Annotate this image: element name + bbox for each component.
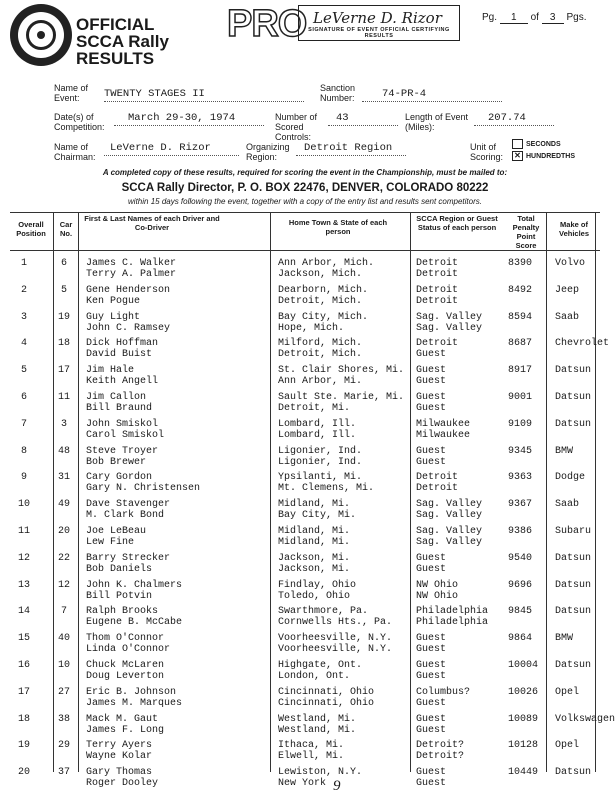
vehicle-make: Datsun [555, 552, 592, 564]
position-cell: 3 [20, 311, 27, 323]
driver-name: Gary Thomas [86, 767, 153, 779]
car-number-cell: 38 [57, 713, 70, 725]
codriver-hometown: Midland, Mi. [278, 537, 351, 548]
vehicle-make: Datsun [555, 606, 592, 618]
handwritten-page-number: 9 [333, 778, 341, 794]
driver-region: Detroit? [416, 740, 465, 752]
length-value: 207.74 [474, 112, 554, 126]
mailing-address: SCCA Rally Director, P. O. BOX 22476, DENVER, COLORADO 80222 [121, 182, 489, 194]
table-row [10, 338, 610, 362]
car-number-cell: 29 [57, 740, 70, 752]
car-number-cell: 6 [60, 258, 67, 269]
codriver-name: James M. Marques [86, 697, 183, 709]
codriver-region: Guest [416, 376, 447, 388]
table-row [10, 633, 600, 657]
vehicle-make: Datsun [555, 660, 592, 671]
codriver-name: Gary N. Christensen [86, 483, 201, 495]
car-number-cell: 40 [57, 633, 70, 645]
driver-hometown: Milford, Mich. [278, 338, 363, 350]
penalty-score: 9345 [508, 445, 533, 457]
position-cell: 2 [20, 284, 27, 296]
vehicle-make: Volvo [555, 258, 586, 269]
table-row [10, 580, 600, 604]
driver-hometown: Ypsilanti, Mi. [278, 472, 363, 484]
length-label: Length of Event (Miles): [405, 112, 469, 132]
title-official: OFFICIAL [76, 15, 155, 34]
position-cell: 9 [20, 472, 27, 484]
codriver-hometown: Elwell, Mi. [278, 751, 345, 763]
driver-hometown: Findlay, Ohio [278, 579, 357, 591]
codriver-name: Carol Smiskol [86, 429, 165, 441]
page-counter [482, 12, 587, 24]
driver-hometown: Highgate, Ont. [278, 660, 363, 671]
signature-box [298, 5, 460, 41]
codriver-hometown: Westland, Mi. [278, 724, 357, 736]
driver-region: Detroit [416, 258, 459, 269]
car-number-cell: 18 [57, 338, 70, 350]
driver-hometown: Dearborn, Mich. [278, 284, 369, 296]
codriver-name: Doug Leverton [86, 671, 165, 682]
position-cell: 15 [17, 633, 30, 645]
driver-name: Steve Troyer [86, 445, 159, 457]
driver-region: Detroit [416, 472, 459, 484]
controls-value: 43 [328, 112, 398, 126]
vehicle-make: Chevrolet [555, 338, 610, 350]
driver-hometown: Ann Arbor, Mich. [278, 258, 375, 269]
pg-total: 3 [542, 12, 564, 24]
driver-name: John Smiskol [86, 418, 159, 430]
table-row [10, 365, 600, 389]
codriver-name: Lew Fine [86, 537, 135, 548]
table-row [10, 553, 600, 577]
driver-region: Guest [416, 660, 447, 671]
codriver-hometown: Mt. Clemens, Mi. [278, 483, 375, 495]
position-cell: 11 [17, 526, 30, 537]
driver-hometown: Midland, Mi. [278, 499, 351, 511]
penalty-score: 9001 [508, 392, 533, 403]
codriver-hometown: Jackson, Mich. [278, 269, 363, 280]
position-cell: 1 [20, 258, 27, 269]
codriver-name: Bob Brewer [86, 456, 147, 468]
codriver-region: Detroit? [416, 751, 465, 763]
position-cell: 7 [20, 418, 27, 430]
driver-region: Guest [416, 365, 447, 377]
car-number-cell: 19 [57, 311, 70, 323]
position-cell: 18 [17, 713, 30, 725]
driver-region: Philadelphia [416, 606, 489, 618]
title-scca-rally: SCCA Rally [76, 32, 169, 51]
table-row [10, 526, 600, 550]
penalty-score: 9386 [508, 526, 533, 537]
car-number-cell: 22 [57, 552, 70, 564]
driver-region: Guest [416, 552, 447, 564]
title-results: RESULTS [76, 49, 155, 68]
codriver-hometown: Detroit, Mich. [278, 295, 363, 307]
table-row [10, 687, 600, 711]
hundredths-checkbox-checked: ✕ [512, 151, 523, 161]
of-label: of [530, 12, 539, 23]
driver-name: Jim Hale [86, 365, 135, 377]
codriver-name: Terry A. Palmer [86, 269, 177, 280]
header-make: Make of Vehicles [558, 220, 590, 238]
codriver-hometown: Toledo, Ohio [278, 590, 351, 602]
penalty-score: 9864 [508, 633, 533, 645]
car-number-cell: 49 [57, 499, 70, 511]
header-score: Total Penalty Point Score [512, 214, 540, 250]
table-row [10, 740, 600, 764]
controls-label: Number of Scored Controls: [275, 112, 318, 142]
position-cell: 16 [17, 660, 30, 671]
driver-region: Guest [416, 633, 447, 645]
codriver-name: Eugene B. McCabe [86, 617, 183, 629]
codriver-hometown: Lombard, Ill. [278, 429, 357, 441]
sanction-value: 74-PR-4 [362, 88, 502, 102]
driver-name: Gene Henderson [86, 284, 171, 296]
position-cell: 19 [17, 740, 30, 752]
codriver-hometown: London, Ont. [278, 671, 351, 682]
codriver-hometown: Jackson, Mi. [278, 563, 351, 575]
pg-number: 1 [500, 12, 528, 24]
codriver-name: James F. Long [86, 724, 165, 736]
driver-name: Mack M. Gaut [86, 713, 159, 725]
vehicle-make: Datsun [555, 392, 592, 403]
codriver-region: Guest [416, 403, 447, 414]
codriver-region: Guest [416, 456, 447, 468]
penalty-score: 10026 [508, 686, 539, 698]
penalty-score: 8492 [508, 284, 533, 296]
car-number-cell: 27 [57, 686, 70, 698]
driver-region: Sag. Valley [416, 499, 483, 511]
codriver-region: Guest [416, 778, 447, 790]
header-car: Car No. [59, 220, 73, 238]
penalty-score: 8687 [508, 338, 533, 350]
driver-region: Guest [416, 713, 447, 725]
vehicle-make: Saab [555, 499, 580, 511]
position-cell: 17 [17, 686, 30, 698]
pg-label: Pg. [482, 12, 498, 23]
codriver-name: Keith Angell [86, 376, 159, 388]
driver-hometown: Midland, Mi. [278, 526, 351, 537]
dates-label: Date(s) of Competition: [54, 112, 105, 132]
table-row [10, 446, 600, 470]
driver-hometown: Swarthmore, Pa. [278, 606, 369, 618]
penalty-score: 10004 [508, 660, 539, 671]
table-row [10, 258, 600, 282]
unit-seconds-option: SECONDS [512, 139, 575, 151]
car-number-cell: 48 [57, 445, 70, 457]
codriver-hometown: Voorheesville, N.Y. [278, 644, 393, 656]
region-label: Organizing Region: [246, 142, 290, 162]
driver-hometown: Voorheesville, N.Y. [278, 633, 393, 645]
codriver-name: Wayne Kolar [86, 751, 153, 763]
scca-logo [10, 4, 72, 66]
driver-name: Ralph Brooks [86, 606, 159, 618]
table-row [10, 713, 615, 738]
results-table [10, 214, 615, 800]
dates-value: March 29-30, 1974 [114, 112, 264, 126]
table-row [10, 606, 600, 630]
mailing-deadline: within 15 days following the event, together with a copy of the entry list and results sent competitors. [128, 197, 482, 206]
table-row [10, 392, 600, 416]
codriver-region: Detroit [416, 269, 459, 280]
codriver-name: Ken Pogue [86, 295, 141, 307]
codriver-name: Linda O'Connor [86, 644, 171, 656]
driver-name: Guy Light [86, 311, 141, 323]
driver-hometown: Bay City, Mich. [278, 311, 369, 323]
codriver-region: Guest [416, 644, 447, 656]
vehicle-make: Datsun [555, 365, 592, 377]
codriver-hometown: Ligonier, Ind. [278, 456, 363, 468]
codriver-region: Detroit [416, 483, 459, 495]
header-position: Overall Position [16, 220, 46, 238]
mailing-notice: A completed copy of these results, required for scoring the event in the Championship, must be mailed to: [102, 168, 508, 177]
car-number-cell: 12 [57, 579, 70, 591]
position-cell: 13 [17, 579, 30, 591]
codriver-region: Detroit [416, 295, 459, 307]
codriver-name: John C. Ramsey [86, 322, 171, 334]
driver-hometown: Lombard, Ill. [278, 418, 357, 430]
driver-name: Jim Callon [86, 392, 147, 403]
driver-region: Sag. Valley [416, 526, 483, 537]
car-number-cell: 7 [60, 606, 67, 618]
penalty-score: 8917 [508, 365, 533, 377]
driver-hometown: Ligonier, Ind. [278, 445, 363, 457]
car-number-cell: 31 [57, 472, 70, 484]
vehicle-make: Jeep [555, 284, 580, 296]
codriver-region: Sag. Valley [416, 537, 483, 548]
table-row [10, 312, 600, 336]
signature-caption: SIGNATURE OF EVENT OFFICIAL CERTIFYING RESULTS [308, 27, 450, 39]
driver-name: John K. Chalmers [86, 579, 183, 591]
codriver-hometown: Bay City, Mi. [278, 510, 357, 522]
codriver-region: Milwaukee [416, 429, 471, 441]
position-cell: 4 [20, 338, 27, 350]
driver-hometown: St. Clair Shores, Mi. [278, 365, 405, 377]
unit-hundredths-option: ✕ HUNDREDTHS [512, 151, 575, 163]
vehicle-make: Datsun [555, 418, 592, 430]
vehicle-make: BMW [555, 445, 574, 457]
vehicle-make: Dodge [555, 472, 586, 484]
codriver-region: NW Ohio [416, 590, 459, 602]
seconds-checkbox [512, 139, 523, 149]
penalty-score: 9540 [508, 552, 533, 564]
codriver-name: Bill Braund [86, 403, 153, 414]
position-cell: 14 [17, 606, 30, 618]
penalty-score: 8390 [508, 258, 533, 269]
penalty-score: 9367 [508, 499, 533, 511]
codriver-hometown: Hope, Mich. [278, 322, 345, 334]
driver-hometown: Jackson, Mi. [278, 552, 351, 564]
driver-name: Terry Ayers [86, 740, 153, 752]
table-row [10, 660, 600, 684]
car-number-cell: 11 [57, 392, 70, 403]
official-signature: LeVerne D. Rizor [313, 9, 442, 27]
position-cell: 5 [20, 365, 27, 377]
codriver-name: M. Clark Bond [86, 510, 165, 522]
position-cell: 10 [17, 499, 30, 511]
codriver-region: Guest [416, 697, 447, 709]
codriver-hometown: New York [278, 778, 327, 790]
header-names: First & Last Names of each Driver and Co-Driver [84, 214, 220, 232]
driver-region: Guest [416, 392, 447, 403]
driver-hometown: Sault Ste. Marie, Mi. [278, 392, 405, 403]
codriver-name: Roger Dooley [86, 778, 159, 790]
table-row [10, 472, 600, 496]
codriver-hometown: Detroit, Mi. [278, 403, 351, 414]
driver-hometown: Ithaca, Mi. [278, 740, 345, 752]
vehicle-make: Datsun [555, 579, 592, 591]
car-number-cell: 20 [57, 526, 70, 537]
penalty-score: 10449 [508, 767, 539, 779]
codriver-region: Philadelphia [416, 617, 489, 629]
driver-name: Thom O'Connor [86, 633, 165, 645]
codriver-name: Bob Daniels [86, 563, 153, 575]
event-value: TWENTY STAGES II [104, 88, 304, 102]
codriver-name: David Buist [86, 349, 153, 361]
region-value: Detroit Region [296, 142, 406, 156]
driver-name: Barry Strecker [86, 552, 171, 564]
codriver-region: Guest [416, 724, 447, 736]
driver-name: Dave Stavenger [86, 499, 171, 511]
vehicle-make: Datsun [555, 767, 592, 779]
codriver-hometown: Ann Arbor, Mi. [278, 376, 363, 388]
driver-region: Guest [416, 445, 447, 457]
position-cell: 20 [17, 767, 30, 779]
vehicle-make: Subaru [555, 526, 592, 537]
table-row [10, 285, 600, 309]
driver-region: Milwaukee [416, 418, 471, 430]
vehicle-make: Saab [555, 311, 580, 323]
codriver-region: Guest [416, 349, 447, 361]
car-number-cell: 10 [57, 660, 70, 671]
codriver-hometown: Cincinnati, Ohio [278, 697, 375, 709]
driver-region: Sag. Valley [416, 311, 483, 323]
penalty-score: 10089 [508, 713, 539, 725]
car-number-cell: 3 [60, 418, 67, 430]
table-row [10, 767, 600, 791]
driver-region: Detroit [416, 284, 459, 296]
table-row [10, 499, 600, 523]
penalty-score: 9696 [508, 579, 533, 591]
driver-name: Joe LeBeau [86, 526, 147, 537]
event-label: Name of Event: [54, 83, 89, 103]
codriver-name: Bill Potvin [86, 590, 153, 602]
vehicle-make: Volkswagen [555, 713, 615, 725]
codriver-region: Guest [416, 671, 447, 682]
position-cell: 6 [20, 392, 27, 403]
codriver-hometown: Detroit, Mich. [278, 349, 363, 361]
driver-hometown: Lewiston, N.Y. [278, 767, 363, 779]
driver-region: Columbus? [416, 686, 471, 698]
codriver-region: Sag. Valley [416, 510, 483, 522]
codriver-region: Guest [416, 563, 447, 575]
penalty-score: 10128 [508, 740, 539, 752]
header-region: SCCA Region or Guest Status of each person [416, 214, 498, 232]
driver-hometown: Cincinnati, Ohio [278, 686, 375, 698]
driver-name: Chuck McLaren [86, 660, 165, 671]
driver-region: Detroit [416, 338, 459, 350]
penalty-score: 9845 [508, 606, 533, 618]
codriver-hometown: Cornwells Hts., Pa. [278, 617, 393, 629]
position-cell: 12 [17, 552, 30, 564]
unit-options [512, 139, 575, 163]
unit-label: Unit of Scoring: [470, 142, 504, 162]
driver-hometown: Westland, Mi. [278, 713, 357, 725]
driver-name: James C. Walker [86, 258, 177, 269]
chairman-label: Name of Chairman: [54, 142, 96, 162]
driver-name: Eric B. Johnson [86, 686, 177, 698]
penalty-score: 9363 [508, 472, 533, 484]
chairman-value: LeVerne D. Rizor [104, 142, 239, 156]
car-number-cell: 37 [57, 767, 70, 779]
position-cell: 8 [20, 445, 27, 457]
driver-region: NW Ohio [416, 579, 459, 591]
pgs-label: Pgs. [566, 12, 587, 23]
vehicle-make: Opel [555, 740, 580, 752]
car-number-cell: 17 [57, 365, 70, 377]
table-row [10, 419, 600, 443]
header-hometown: Home Town & State of each person [288, 218, 388, 236]
codriver-region: Sag. Valley [416, 322, 483, 334]
driver-name: Dick Hoffman [86, 338, 159, 350]
pro-stamp: PRO [227, 3, 307, 45]
driver-name: Cary Gordon [86, 472, 153, 484]
vehicle-make: Opel [555, 686, 580, 698]
car-number-cell: 5 [60, 284, 67, 296]
penalty-score: 9109 [508, 418, 533, 430]
sanction-label: Sanction Number: [320, 83, 356, 103]
penalty-score: 8594 [508, 311, 533, 323]
vehicle-make: BMW [555, 633, 574, 645]
driver-region: Guest [416, 767, 447, 779]
